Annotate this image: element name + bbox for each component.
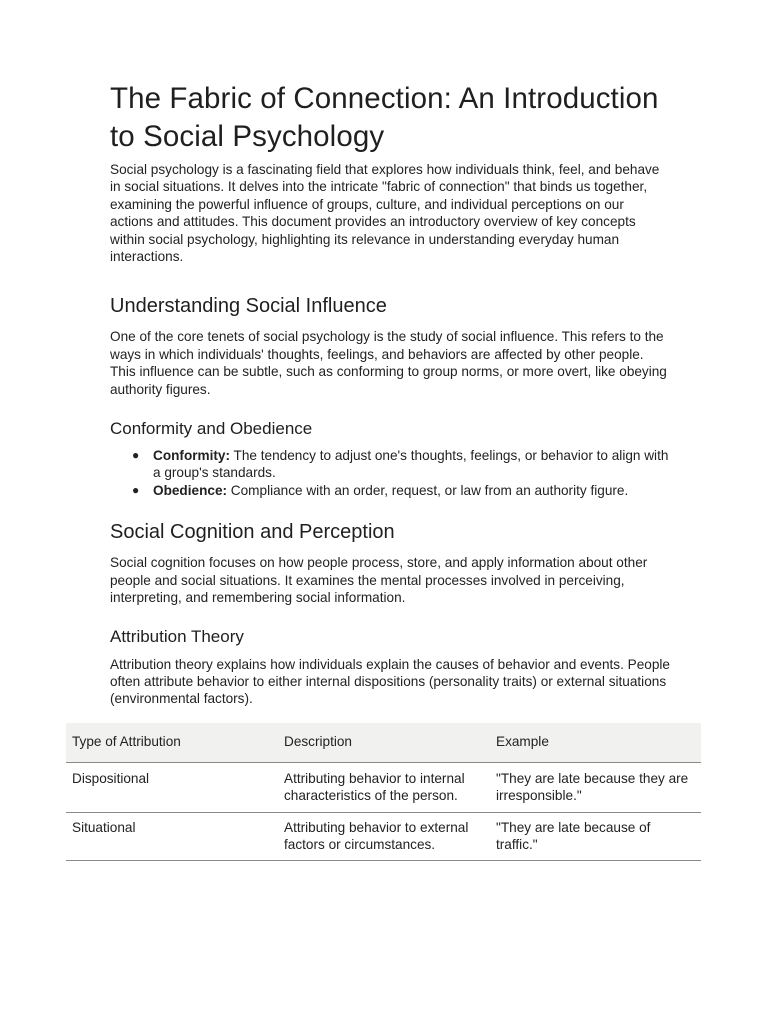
bullet-term: Obedience: xyxy=(153,482,228,498)
table-cell: "They are late because they are irresponsible." xyxy=(490,763,701,813)
document-title: The Fabric of Connection: An Introduction to Social Psychology xyxy=(110,82,659,153)
bullet-item-obedience xyxy=(110,482,670,499)
intro-paragraph: Social psychology is a fascinating field that explores how individuals think, feel, and behave in social situations. It delves into the intricate "fabric of connection" that binds us together, examining the powerful influence of groups, culture, and individual perceptions on our actions and attitudes. This document provides an introductory overview of key concepts within social psychology, highlighting its relevance in understanding everyday human interactions. xyxy=(110,162,660,265)
bullet-text: Compliance with an order, request, or law from an authority figure. xyxy=(227,482,629,498)
table-header-cell: Type of Attribution xyxy=(66,723,278,763)
bullet-icon: ● xyxy=(132,482,140,497)
table-cell: Dispositional xyxy=(66,763,278,813)
section-heading-social-cognition: Social Cognition and Perception xyxy=(110,521,395,544)
table-header-cell: Description xyxy=(278,723,490,763)
table-cell: Situational xyxy=(66,812,278,860)
document-body xyxy=(110,80,670,708)
subsection-heading-conformity: Conformity and Obedience xyxy=(110,419,313,439)
attribution-paragraph: Attribution theory explains how individuals explain the causes of behavior and events. People often attribute behavior to either internal dispositions (personality traits) or external situations (environmental factors). xyxy=(110,656,670,707)
subsection-heading-attribution: Attribution Theory xyxy=(110,626,244,646)
bullet-item-conformity xyxy=(110,447,670,482)
table-header-cell: Example xyxy=(490,723,701,763)
attribution-table xyxy=(66,723,701,861)
table-cell: Attributing behavior to external factors or circumstances. xyxy=(278,812,490,860)
table-row xyxy=(66,812,701,860)
social-influence-paragraph: One of the core tenets of social psychology is the study of social influence. This refers to the ways in which individuals' thoughts, feelings, and behaviors are affected by other people. This influence can be subtle, such as conforming to group norms, or more overt, like obeying authority figures. xyxy=(110,329,667,397)
bullet-term: Conformity: xyxy=(153,448,231,464)
section-heading-social-influence: Understanding Social Influence xyxy=(110,295,387,318)
table-header-row xyxy=(66,723,701,763)
bullet-icon: ● xyxy=(132,448,140,463)
social-cognition-paragraph: Social cognition focuses on how people process, store, and apply information about other people and social situations. It examines the mental processes involved in perceiving, interpreting, and remembering social information. xyxy=(110,555,648,606)
attribution-table-container xyxy=(66,723,701,861)
table-cell: "They are late because of traffic." xyxy=(490,812,701,860)
bullet-text: The tendency to adjust one's thoughts, feelings, or behavior to align with a group's standards. xyxy=(153,448,669,481)
table-row xyxy=(66,763,701,813)
table-cell: Attributing behavior to internal characteristics of the person. xyxy=(278,763,490,813)
conformity-bullet-list xyxy=(110,447,670,499)
